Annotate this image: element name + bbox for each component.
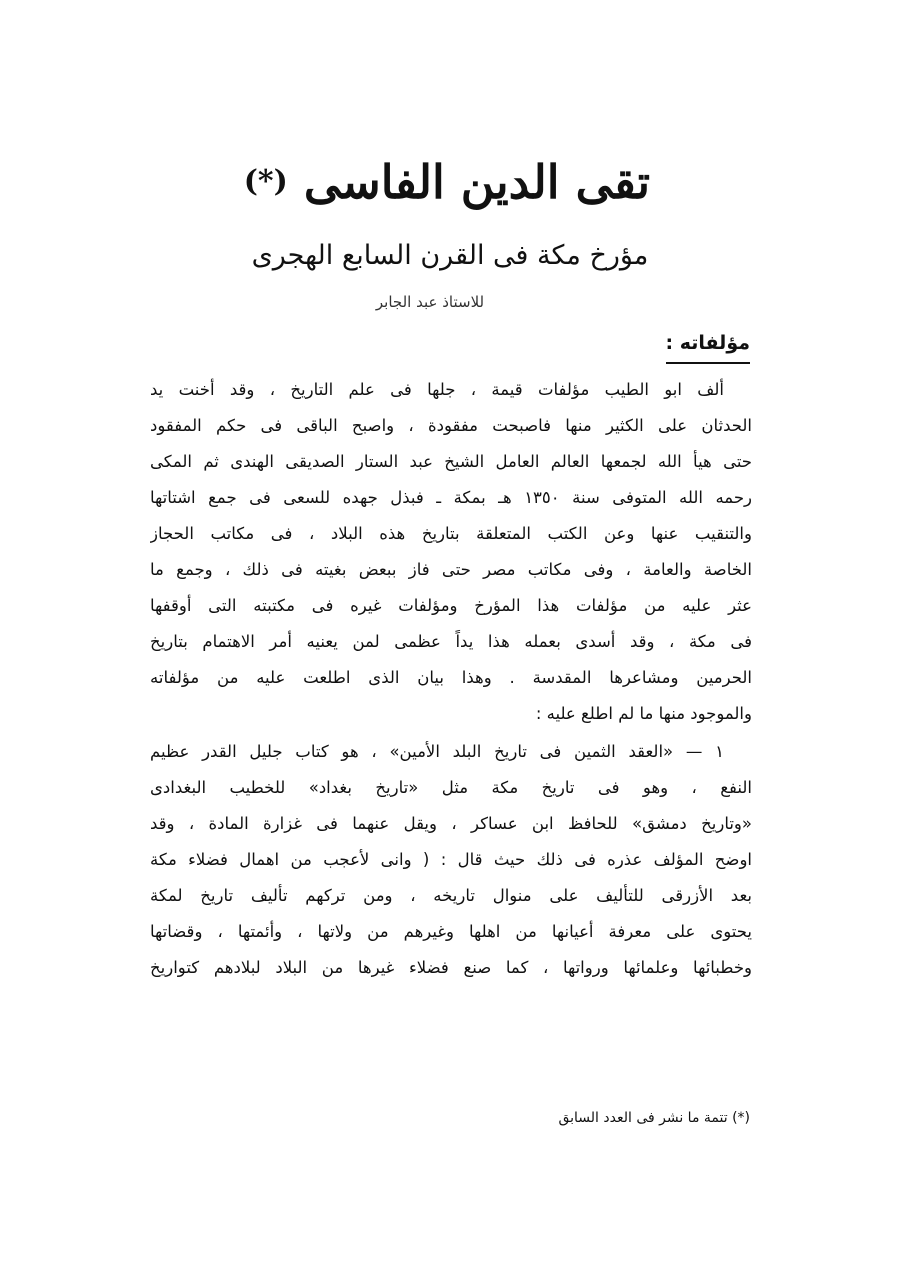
body-line: الخاصة والعامة ، وفى مكاتب مصر حتى فاز ببعض بغيته فى ذلك ، وجمع ما [150,560,752,579]
body-line: حتى هيأ الله لجمعها العالم العامل الشيخ عبد الستار الصديقى الهندى ثم المكى [150,452,752,471]
body-line: الحرمين ومشاعرها المقدسة . وهذا بيان الذى اطلعت عليه من مؤلفاته [150,668,752,687]
article-author: للاستاذ عبد الجابر [375,293,485,311]
article-title-text: تقى الدين الفاسى [303,155,650,209]
article-subtitle: مؤرخ مكة فى القرن السابع الهجرى [251,240,649,271]
body-line: ألف ابو الطيب مؤلفات قيمة ، جلها فى علم التاريخ ، وقد أخنت يد [150,380,724,399]
body-line: والتنقيب عنها وعن الكتب المتعلقة بتاريخ هذه البلاد ، فى مكاتب الحجاز [150,524,752,543]
body-line: والموجود منها ما لم اطلع عليه : [535,704,752,723]
body-line: رحمه الله المتوفى سنة ١٣٥٠ هـ بمكة ـ فبذل جهده للسعى فى جمع اشتاتها [150,488,752,507]
footnote: (*) تتمة ما نشر فى العدد السابق [558,1110,750,1126]
body-line: وخطبائها وعلمائها ورواتها ، كما صنع فضلاء غيرها من البلاد لبلادهم كتواريخ [150,958,752,977]
body-line: يحتوى على معرفة أعيانها من اهلها وغيرهم من ولاتها ، وأئمتها ، وقضاتها [150,922,752,941]
body-line: ١ — «العقد الثمين فى تاريخ البلد الأمين» ، هو كتاب جليل القدر عظيم [150,742,724,761]
article-body [150,372,752,986]
body-line: الحدثان على الكثير منها فاصبحت مفقودة ، واصبح الباقى فى حكم المفقود [150,416,752,435]
body-line: «وتاريخ دمشق» للحافظ ابن عساكر ، ويقل عنهما فى غزارة المادة ، وقد [150,814,752,833]
body-line: النفع ، وهو فى تاريخ مكة مثل «تاريخ بغداد» للخطيب البغدادى [150,778,752,797]
footnote-marker: (*) [243,164,288,199]
article-title [243,150,650,214]
paragraph-intro [150,372,752,732]
body-line: بعد الأزرقى للتأليف على منوال تاريخه ، ومن تركهم تأليف تاريخ لمكة [150,886,752,905]
paragraph-item-1 [150,734,752,986]
body-line: فى مكة ، وقد أسدى بعمله هذا يداً عظمى لمن يعنيه أمر الاهتمام بتاريخ [150,632,752,651]
section-heading: مؤلفاته : [666,326,751,364]
body-line: اوضح المؤلف عذره فى ذلك حيث قال : ( وانى لأعجب من اهمال فضلاء مكة [150,850,752,869]
body-line: عثر عليه من مؤلفات هذا المؤرخ ومؤلفات غيره فى مكتبته التى أوقفها [150,596,752,615]
